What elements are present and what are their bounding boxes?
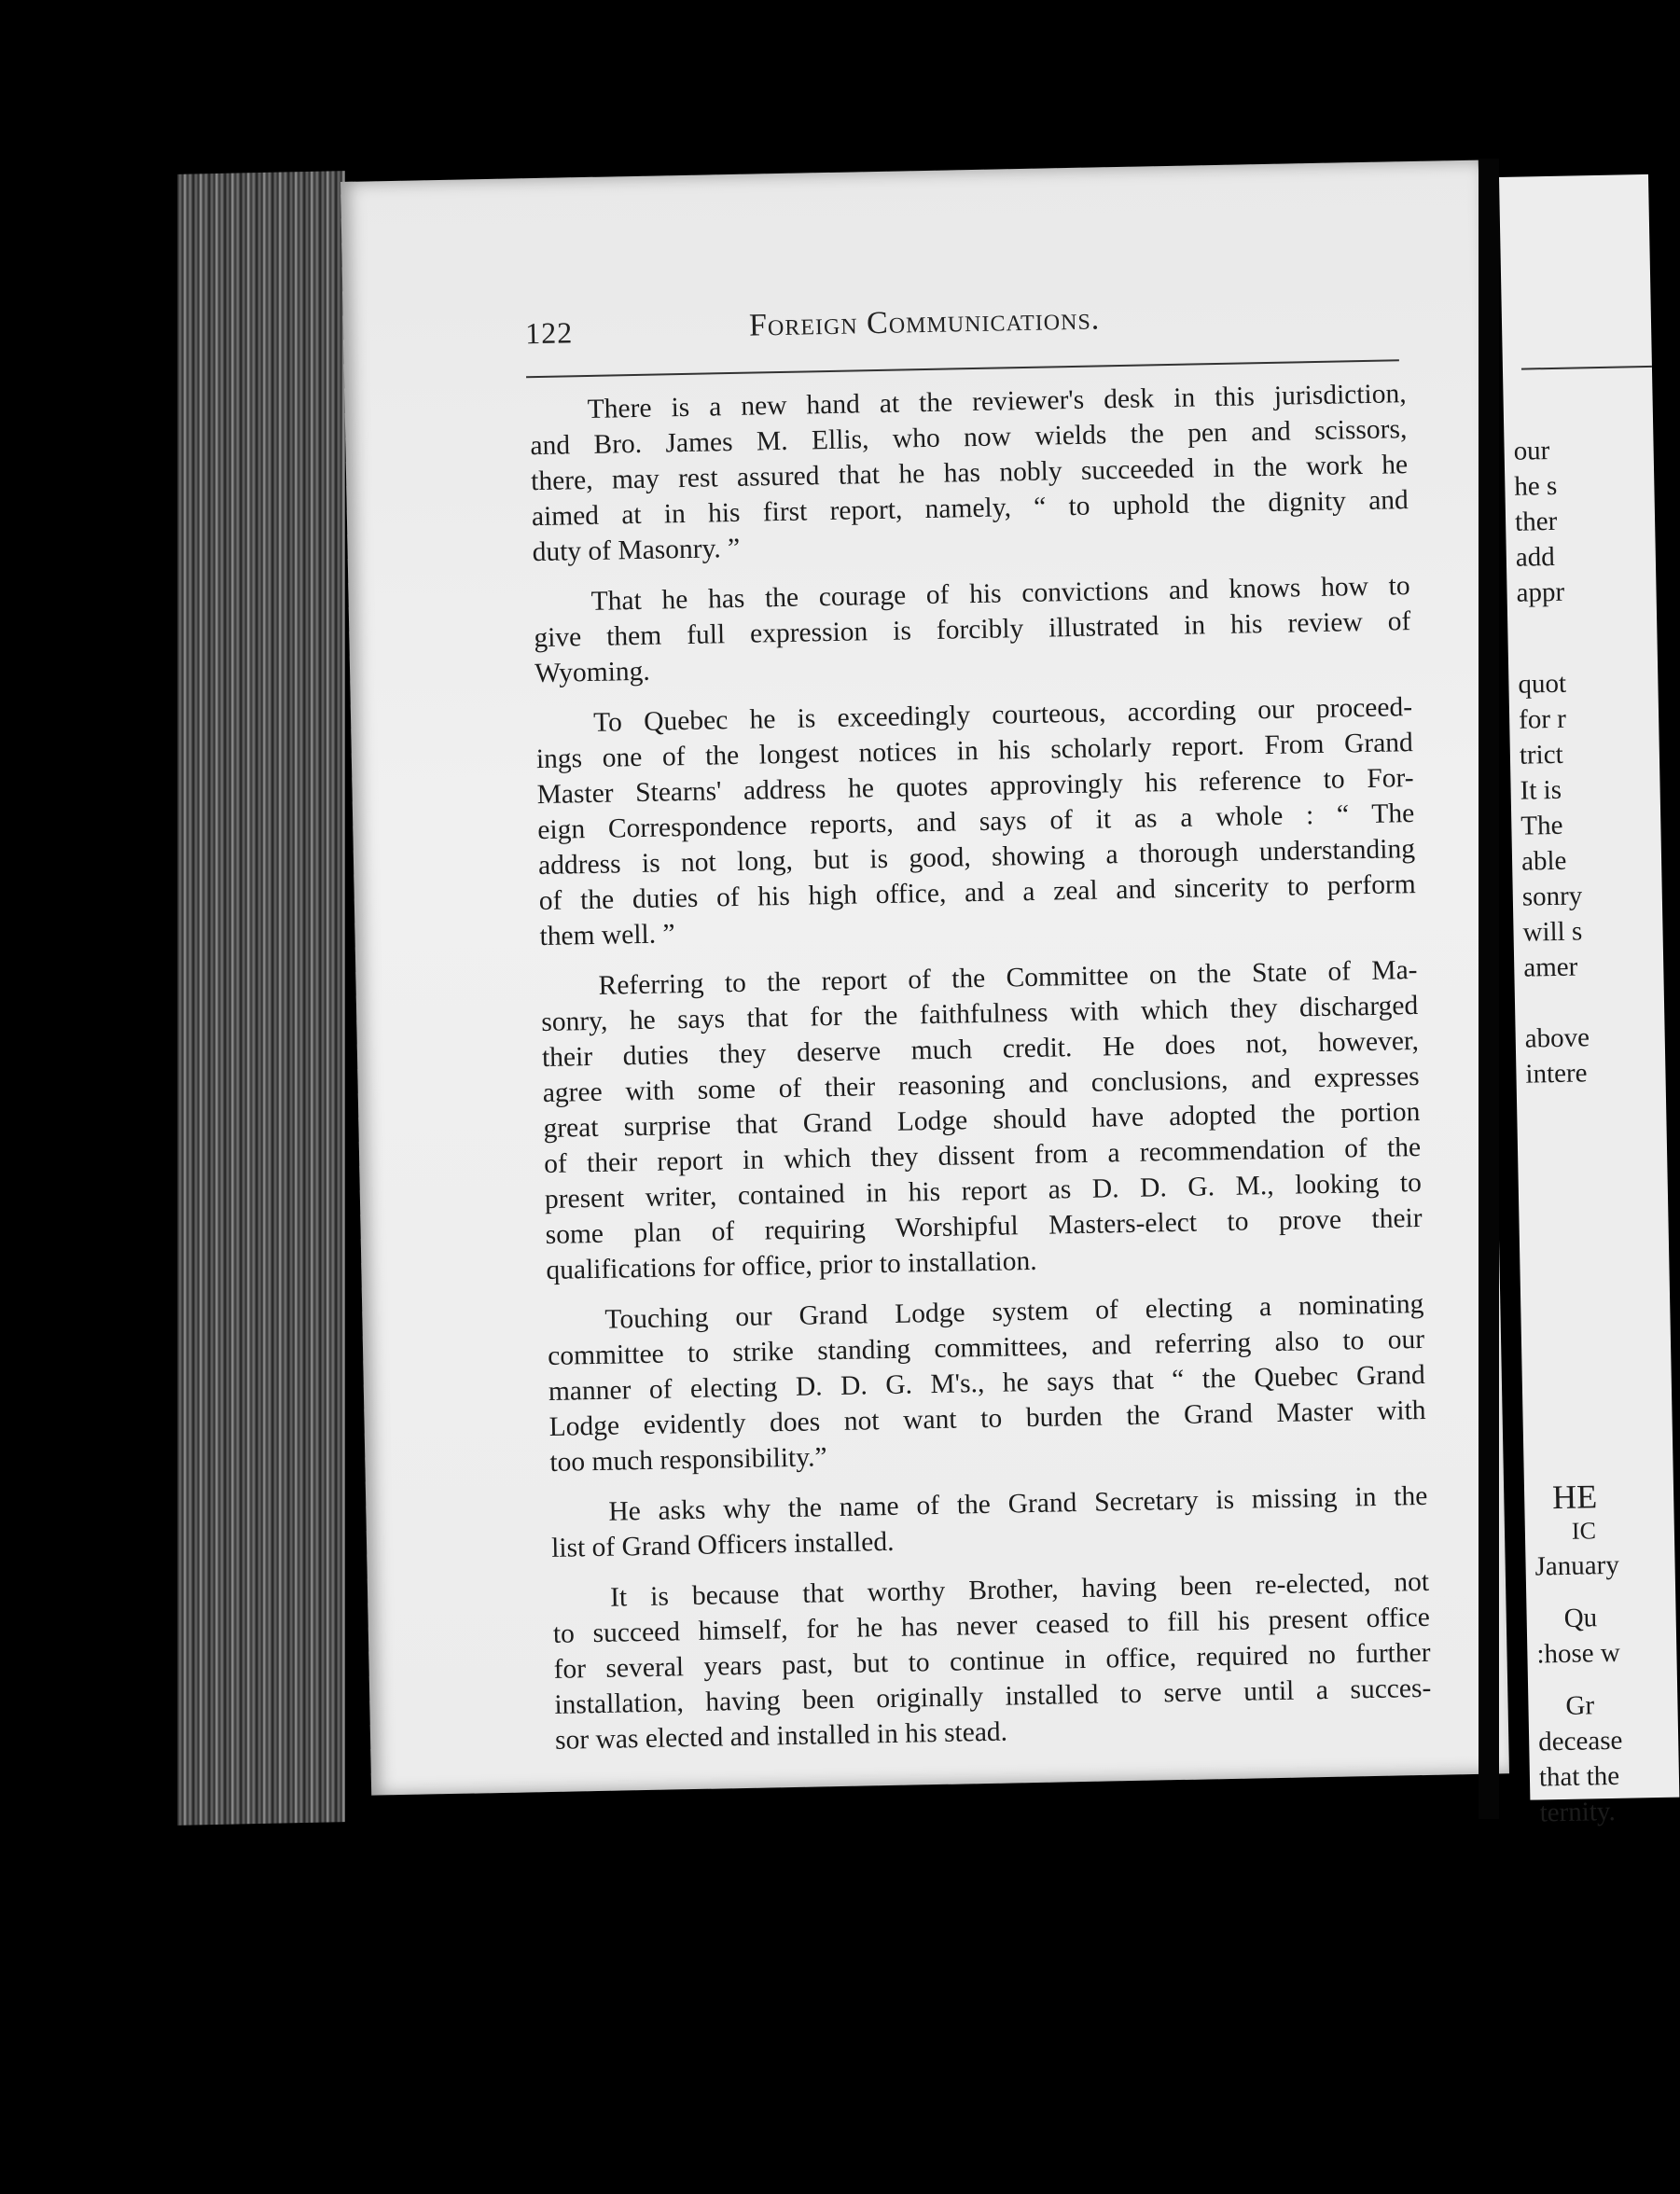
text-line: of their report in which they dissent from a recommendation of the: [543, 1132, 1422, 1180]
text-line: of the duties of his high office, and a zeal and sincerity to perform: [538, 869, 1416, 917]
text-line: too much responsibility.”: [549, 1442, 827, 1478]
book-page-edges: [177, 171, 345, 1826]
facing-fragment: he s: [1514, 470, 1558, 502]
text-line: Master Stearns' address he quotes approvingly his reference to For-: [536, 763, 1414, 811]
facing-fragment: quot: [1518, 668, 1567, 700]
book-gutter: [1479, 159, 1499, 1819]
text-line: duty of Masonry. ”: [532, 533, 741, 568]
text-line: It is because that worthy Brother, having been re-elected, not: [609, 1566, 1430, 1613]
facing-page: [1499, 174, 1679, 1828]
facing-fragment: Qu: [1563, 1603, 1598, 1633]
text-line: There is a new hand at the reviewer's desk in this jurisdiction,: [587, 379, 1407, 424]
facing-fragment: for r: [1518, 703, 1567, 735]
page-number: 122: [524, 315, 574, 351]
facing-fragment: amer: [1522, 951, 1578, 983]
text-line: qualifications for office, prior to installation.: [546, 1245, 1037, 1285]
facing-fragment: IC: [1571, 1517, 1597, 1545]
text-line: aimed at in his first report, namely, “ to uphold the dignity and: [531, 485, 1409, 533]
text-line: sor was elected and installed in his stead.: [554, 1716, 1008, 1756]
facing-fragment: :hose w: [1536, 1637, 1621, 1670]
facing-fragment: appr: [1516, 576, 1565, 608]
facing-fragment: ther: [1514, 506, 1558, 537]
text-line: He asks why the name of the Grand Secretary is missing in the: [608, 1480, 1428, 1527]
text-line: address is not long, but is good, showing a thorough understanding: [537, 834, 1416, 882]
text-line: Referring to the report of the Committee on the State of Ma-: [598, 954, 1418, 1001]
paragraph-4: [540, 952, 1423, 1288]
text-line: That he has the courage of his convictions and knows how to: [590, 571, 1410, 617]
facing-fragment: The: [1520, 810, 1563, 841]
facing-fragment: intere: [1525, 1058, 1588, 1090]
text-line: some plan of requiring Worshipful Masters-elect to prove their: [545, 1202, 1423, 1250]
facing-fragment: January: [1534, 1549, 1620, 1582]
paragraph-3: [535, 689, 1417, 954]
text-line: them well. ”: [539, 919, 675, 952]
text-line: To Quebec he is exceedingly courteous, according our proceed-: [592, 692, 1413, 738]
paragraph-5: [547, 1286, 1426, 1480]
text-line: present writer, contained in his report as D. D. G. M., looking to: [544, 1167, 1423, 1215]
facing-fragment: sonry: [1521, 881, 1583, 912]
text-line: great surprise that Grand Lodge should have adopted the portion: [543, 1096, 1421, 1145]
text-line: there, may rest assured that he has nobly succeeded in the work he: [530, 450, 1409, 497]
text-line: agree with some of their reasoning and conclusions, and expresses: [542, 1061, 1420, 1109]
left-page: [340, 160, 1509, 1796]
facing-header-rule: [1521, 366, 1652, 370]
facing-fragment: It is: [1520, 774, 1562, 806]
text-line: ings one of the longest notices in his scholarly report. From Grand: [535, 728, 1414, 775]
text-line: give them full expression is forcibly illustrated in his review of: [534, 606, 1411, 654]
facing-fragment: trict: [1519, 739, 1563, 771]
facing-fragment: above: [1524, 1022, 1590, 1054]
facing-fragment: will s: [1522, 916, 1583, 948]
text-line: eign Correspondence reports, and says of it as a whole : “ The: [537, 798, 1415, 846]
facing-fragment: ternity.: [1539, 1796, 1617, 1828]
text-line: Touching our Grand Lodge system of electing a nominating: [604, 1288, 1424, 1335]
text-line: and Bro. James M. Ellis, who now wields the pen and scissors,: [530, 414, 1408, 462]
text-line: installation, having been originally installed to serve until a succes-: [554, 1673, 1432, 1720]
text-line: committee to strike standing committees, and referring also to our: [547, 1324, 1425, 1371]
paragraph-7: [552, 1564, 1432, 1758]
facing-fragment: that the: [1538, 1760, 1620, 1793]
text-line: for several years past, but to continue in office, required no further: [553, 1637, 1431, 1685]
facing-fragment: able: [1520, 845, 1567, 877]
text-line: Wyoming.: [534, 656, 651, 689]
facing-fragment: decease: [1537, 1725, 1623, 1757]
text-line: Lodge evidently does not want to burden the Grand Master with: [548, 1395, 1426, 1442]
text-line: sonry, he says that for the faithfulness with which they discharged: [541, 990, 1419, 1038]
running-title: Foreign Communications.: [748, 301, 1101, 343]
text-line: to succeed himself, for he has never ceased to fill his present office: [552, 1602, 1431, 1649]
facing-fragment: our: [1513, 436, 1550, 466]
facing-fragment: Gr: [1565, 1690, 1595, 1721]
text-line: list of Grand Officers installed.: [550, 1526, 895, 1563]
text-line: their duties they deserve much credit. He does not, however,: [541, 1025, 1420, 1074]
facing-fragment: add: [1515, 541, 1556, 573]
paragraph-1: [529, 376, 1409, 570]
paragraph-2: [533, 568, 1411, 691]
body-text: [529, 376, 1432, 1773]
paragraph-6: [550, 1479, 1428, 1566]
text-line: manner of electing D. D. G. M's., he says that “ the Quebec Grand: [548, 1359, 1426, 1407]
facing-heading-fragment: HE: [1551, 1478, 1598, 1517]
facing-page-text: [1508, 174, 1648, 1828]
